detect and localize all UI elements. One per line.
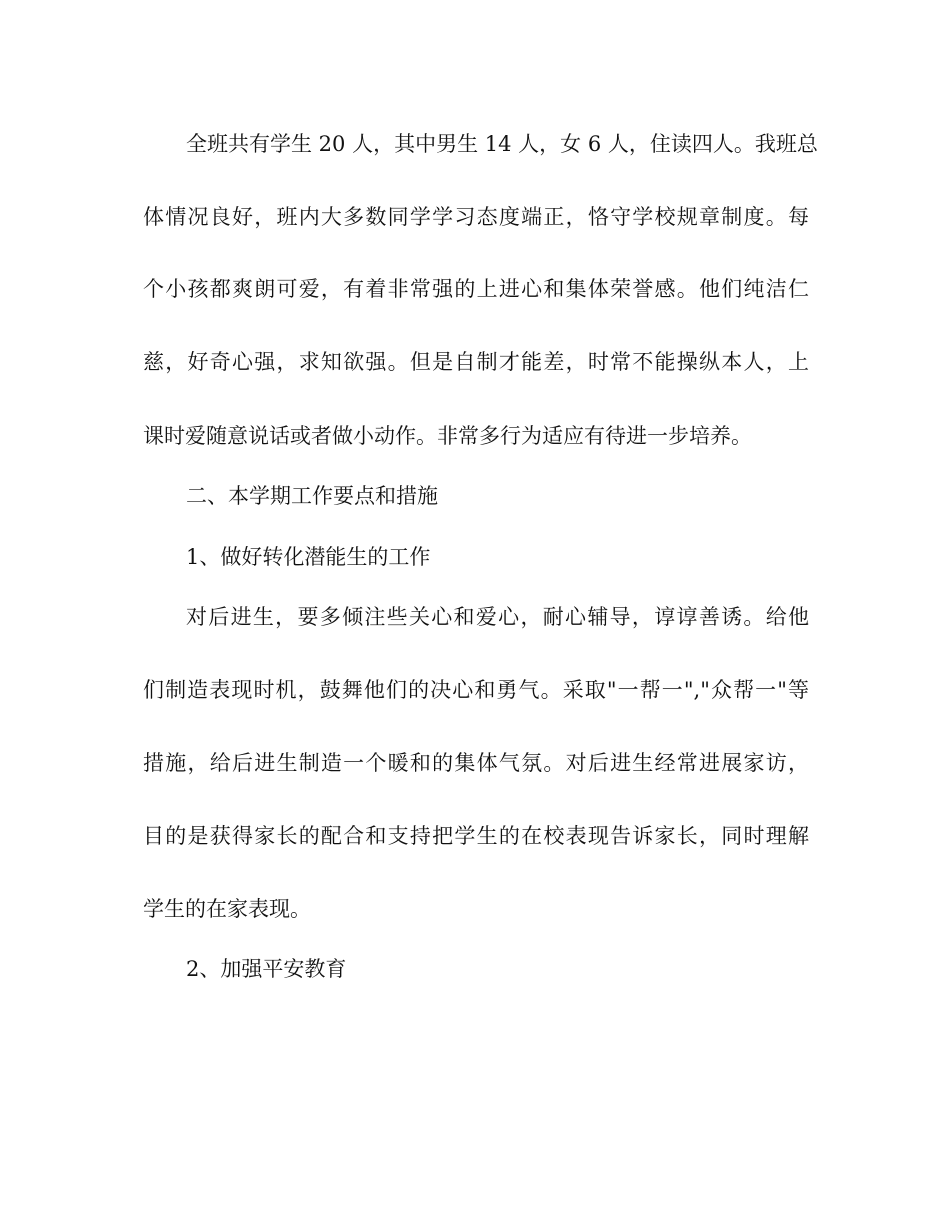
item-heading: 1、做好转化潜能生的工作 [186, 545, 431, 569]
paragraph-line: 全班共有学生 20 人，其中男生 14 人，女 6 人，住读四人。我班总 [186, 132, 818, 156]
paragraph-line: 们制造表现时机，鼓舞他们的决心和勇气。采取"一帮一","众帮一"等 [143, 678, 809, 702]
paragraph-line: 课时爱随意说话或者做小动作。非常多行为适应有待进一步培养。 [143, 424, 752, 448]
item-heading: 2、加强平安教育 [186, 957, 347, 981]
paragraph-line: 体情况良好，班内大多数同学学习态度端正，恪守学校规章制度。每 [143, 205, 809, 229]
paragraph-line: 对后进生，要多倾注些关心和爱心，耐心辅导，谆谆善诱。给他 [186, 605, 809, 629]
paragraph-line: 学生的在家表现。 [143, 897, 311, 921]
paragraph-line: 措施，给后进生制造一个暖和的集体气氛。对后进生经常进展家访， [143, 751, 809, 775]
paragraph-line: 慈，好奇心强，求知欲强。但是自制才能差，时常不能操纵本人，上 [143, 350, 809, 374]
paragraph-line: 个小孩都爽朗可爱，有着非常强的上进心和集体荣誉感。他们纯洁仁 [143, 277, 809, 301]
section-heading: 二、本学期工作要点和措施 [186, 484, 438, 508]
paragraph-line: 目的是获得家长的配合和支持把学生的在校表现告诉家长，同时理解 [143, 824, 809, 848]
